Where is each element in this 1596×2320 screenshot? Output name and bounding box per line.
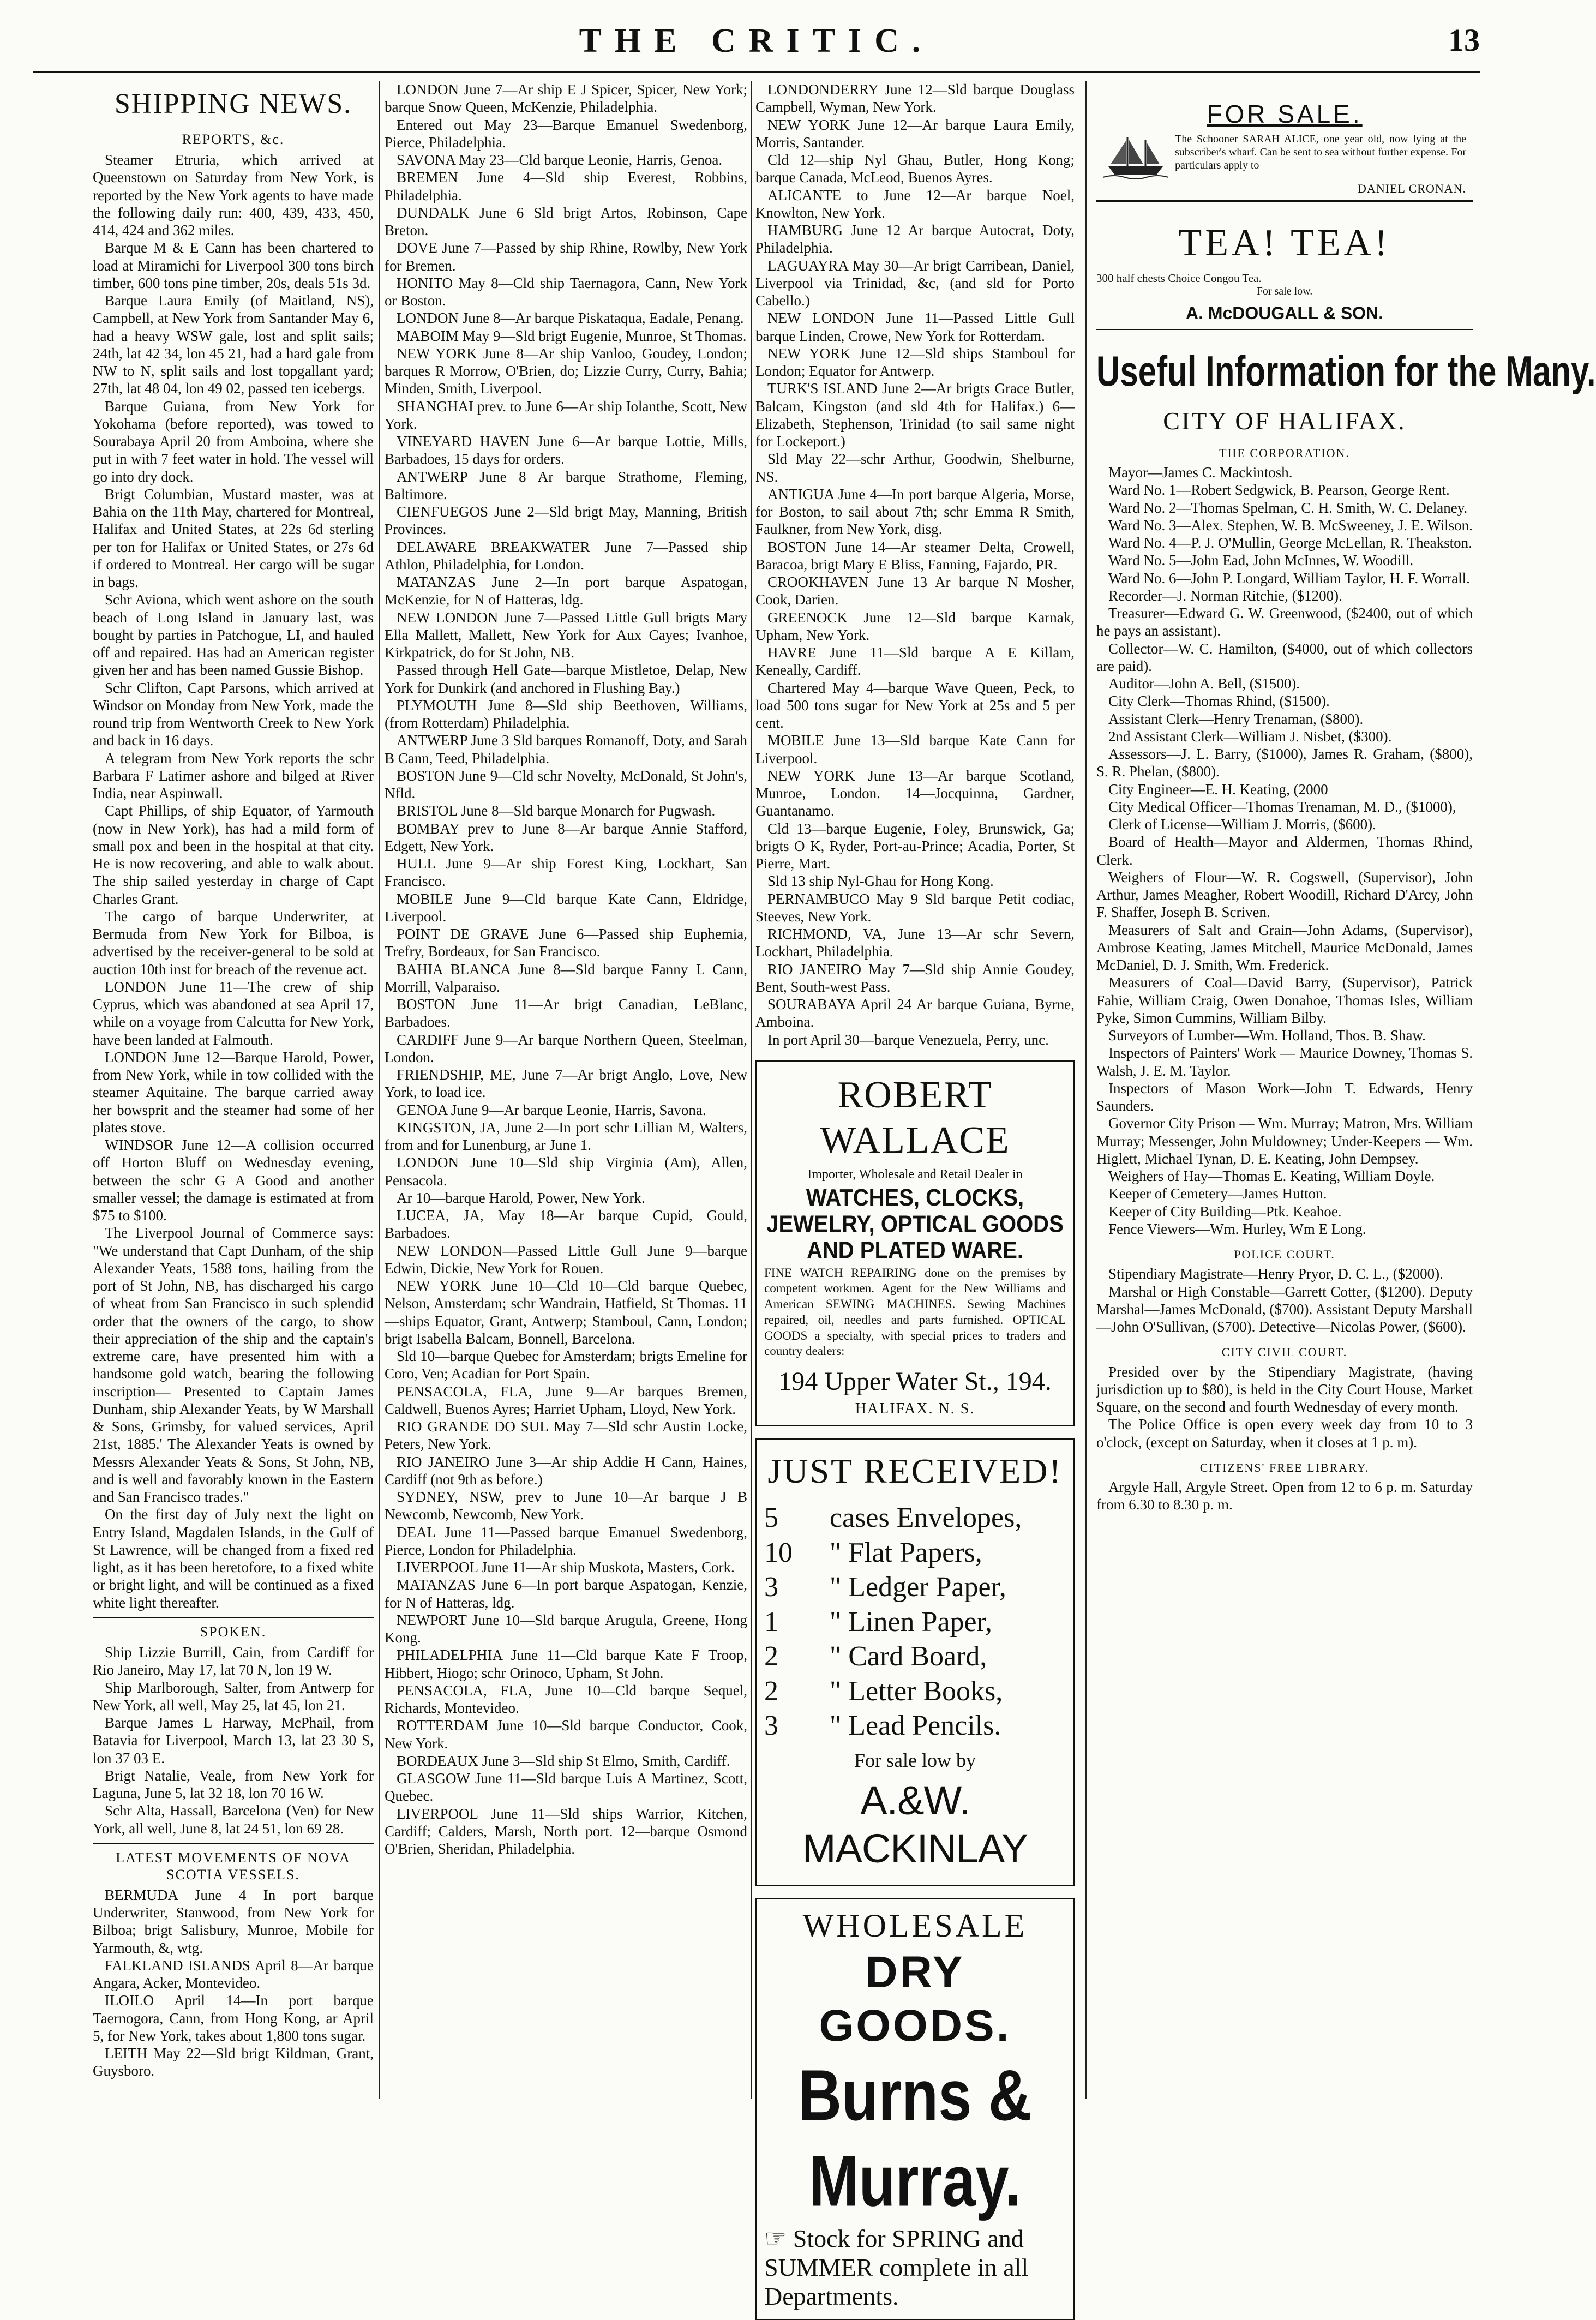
official-entry: Board of Health—Mayor and Aldermen, Thomas Rhind, Clerk. [1096, 834, 1473, 868]
spoken-item: Brigt Natalie, Veale, from New York for Laguna, June 5, lat 32 18, lon 70 16 W. [93, 1767, 374, 1801]
official-entry: Keeper of Cemetery—James Hutton. [1108, 1185, 1327, 1202]
shipping-entry: MATANZAS June 2—In port barque Aspatogan, McKenzie, for N of Hatteras, ldg. [385, 574, 747, 608]
ad-title: TEA! TEA! [1178, 222, 1391, 265]
report-item: Capt Phillips, of ship Equator, of Yarmouth (now in New York), has had a mild form of small pox and been in the hospital at that city. He is now recovering, and able to walk about. The ship sailed yesterday in charge of Capt Charles Grant. [93, 802, 374, 907]
for-sale-advertisement [1096, 93, 1473, 202]
report-item: WINDSOR June 12—A collision occurred off Horton Bluff on Wednesday evening, between the schr G A Good and another smaller vessel; the damage is estimated at from $75 to $100. [93, 1137, 374, 1224]
official-entry: Measurers of Coal—David Barry, (Supervisor), Patrick Fahie, William Craig, Owen Donahoe, Thomas Isles, William Pyke, Simon Cummins, William Bilby. [1096, 974, 1473, 1026]
official-entry: Inspectors of Mason Work—John T. Edwards, Henry Saunders. [1096, 1080, 1473, 1114]
firm-name: Burns & Murray. [798, 2055, 1032, 2222]
column-shipping-news [93, 81, 374, 2110]
official-entry: Keeper of City Building—Ptk. Keahoe. [1108, 1203, 1342, 1220]
stock-item [764, 1674, 1066, 1708]
dry-goods-line: DRY GOODS. [819, 1947, 1011, 2051]
stock-text: Stock for SPRING and SUMMER complete in all Departments. [764, 2224, 1029, 2310]
masthead-title: THE CRITIC. [579, 22, 934, 59]
shipping-entry: DEAL June 11—Passed barque Emanuel Swedenborg, Pierce, London for Philadelphia. [385, 1524, 747, 1558]
official-entry: Recorder—J. Norman Ritchie, ($1200). [1108, 587, 1342, 604]
shipping-entry: SHANGHAI prev. to June 6—Ar ship Iolanthe, Scott, New York. [385, 398, 747, 432]
shipping-entry: Cld 12—ship Nyl Ghau, Butler, Hong Kong; barque Canada, McLeod, Buenos Ayres. [755, 152, 1075, 186]
shipping-entry: BOMBAY prev to June 8—Ar barque Annie Stafford, Edgett, New York. [385, 820, 747, 854]
ad-title: JUST RECEIVED! [767, 1452, 1063, 1491]
shipping-entry: HAMBURG June 12 Ar barque Autocrat, Doty, Philadelphia. [755, 222, 1075, 256]
stock-item [764, 1570, 1066, 1604]
stock-description: " Card Board, [830, 1641, 987, 1672]
ad-text: The Schooner SARAH ALICE, one year old, now lying at the subscriber's wharf. Can be sent to sea without further expense. For particulars apply to [1175, 133, 1466, 171]
police-list [1096, 1265, 1473, 1335]
shipping-entry: Sld May 22—schr Arthur, Goodwin, Shelburne, NS. [755, 451, 1075, 485]
shipping-entry: Sld 13 ship Nyl-Ghau for Hong Kong. [767, 873, 994, 890]
shipping-entry: HONITO May 8—Cld ship Taernagora, Cann, New York or Boston. [385, 274, 747, 309]
shipping-entry: BOSTON June 9—Cld schr Novelty, McDonald, St John's, Nfld. [385, 767, 747, 801]
report-item: A telegram from New York reports the schr Barbara F Latimer ashore and bilged at River India, near Aspinwall. [93, 750, 374, 802]
ad-title: FOR SALE. [1207, 100, 1363, 128]
stock-description: " Ledger Paper, [830, 1572, 1006, 1603]
shipping-entry: NEW YORK June 8—Ar ship Vanloo, Goudey, London; barques R Morrow, O'Brien, do; Lizzie Curry, Curry, Bahia; Minden, Smith, Liverpool. [385, 345, 747, 397]
shipping-entry: LONDONDERRY June 12—Sld barque Douglass Campbell, Wyman, New York. [755, 81, 1075, 116]
official-entry: Ward No. 2—Thomas Spelman, C. H. Smith, W. C. Delaney. [1108, 499, 1468, 516]
corporation-heading: THE CORPORATION. [1219, 446, 1350, 460]
shipping-entry: Sld 10—barque Quebec for Amsterdam; brigts Emeline for Coro, Ven; Acadian for Port Spain. [385, 1348, 747, 1382]
shipping-entry: MOBILE June 13—Sld barque Kate Cann for Liverpool. [755, 732, 1075, 766]
column-divider [751, 81, 752, 2099]
report-item: Barque Laura Emily (of Maitland, NS), Campbell, at New York from Santander May 6, had a heavy WSW gale, lost and split sails; 24th, lat 42 34, lon 45 21, had a hard gale from NW to N, split sails and lost topgallant yard; 27th, lat 48 04, lon 49 02, passed ten icebergs. [93, 292, 374, 397]
advertiser-tagline: Importer, Wholesale and Retail Dealer in [807, 1167, 1023, 1182]
spoken-list [93, 1644, 374, 1837]
official-entry: Clerk of License—William J. Morris, ($600). [1108, 816, 1376, 833]
divider [1096, 329, 1473, 330]
column-divider [1085, 81, 1087, 2099]
library-heading: CITIZENS' FREE LIBRARY. [1199, 1460, 1370, 1474]
stock-quantity: 10 [764, 1537, 793, 1568]
official-entry: City Engineer—E. H. Keating, (2000 [1108, 781, 1328, 798]
shipping-entry: Passed through Hell Gate—barque Mistletoe, Delap, New York for Dunkirk (and anchored in Flushing Bay.) [385, 662, 747, 696]
police-entry: Marshal or High Constable—Garrett Cotter, ($1200). Deputy Marshal—James McDonald, ($700). Assistant Deputy Marshall—John O'Sullivan, ($700). Detective—Nicolas Power, ($600). [1096, 1283, 1473, 1335]
shipping-entry: MABOIM May 9—Sld brigt Eugenie, Munroe, St Thomas. [397, 327, 747, 344]
official-entry: Fence Viewers—Wm. Hurley, Wm E Long. [1108, 1220, 1366, 1237]
shipping-entry: CIENFUEGOS June 2—Sld brigt May, Manning, British Provinces. [385, 503, 747, 538]
shipping-entry: NEW YORK June 10—Cld 10—Cld barque Quebec, Nelson, Amsterdam; schr Wandrain, Hatfield, St Thomas. 11—ships Equator, Grant, Antwerp; Stamboul, Cann, London; brigt Isabella Balcam, Bonnell, Barcelona. [385, 1278, 747, 1347]
wholesale-line: WHOLESALE [802, 1908, 1028, 1944]
advertiser-name: DANIEL CRONAN. [1358, 181, 1466, 195]
library-entry: Argyle Hall, Argyle Street. Open from 12 to 6 p. m. Saturday from 6.30 to 8.30 p. m. [1096, 1479, 1473, 1513]
report-item: The cargo of barque Underwriter, at Bermuda from New York for Bilboa, is advertised by the receiver-general to be sold at auction 10th inst for breach of the revenue act. [93, 908, 374, 978]
burns-murray-advertisement [755, 1898, 1075, 2319]
stock-item [764, 1708, 1066, 1743]
corporation-list [1096, 464, 1473, 1238]
official-entry: Auditor—John A. Bell, ($1500). [1108, 675, 1300, 692]
stock-quantity: 2 [764, 1641, 778, 1672]
arrivals-list [755, 81, 1075, 1048]
shipping-entry: LAGUAYRA May 30—Ar brigt Carribean, Daniel, Liverpool via Trinidad, &c, (and sld for Porto Cabello.) [755, 257, 1075, 309]
ad-price: For sale low. [1256, 285, 1313, 297]
shipping-entry: LONDON June 8—Ar barque Piskataqua, Eadale, Penang. [397, 310, 744, 327]
stock-item [764, 1536, 1066, 1570]
shipping-entry: BREMEN June 4—Sld ship Everest, Robbins, Philadelphia. [385, 169, 747, 203]
report-item: Barque M & E Cann has been chartered to load at Miramichi for Liverpool 300 tons birch timber, 600 tons pine timber, 20s, deals 51s 3d. [93, 239, 374, 291]
movement-item: ILOILO April 14—In port barque Taernogora, Cann, from Hong Kong, ar April 5, for New York, takes about 1,800 tons sugar. [93, 1992, 374, 2044]
shipping-entry: LONDON June 7—Ar ship E J Spicer, Spicer, New York; barque Snow Queen, McKenzie, Philadelphia. [385, 81, 747, 116]
shipping-entry: NEW YORK June 12—Sld ships Stamboul for London; Equator for Antwerp. [755, 345, 1075, 379]
shipping-entry: DELAWARE BREAKWATER June 7—Passed ship Athlon, Philadelphia, for London. [385, 538, 747, 573]
spoken-item: Barque James L Harway, McPhail, from Batavia for Liverpool, March 13, lat 23 30 S, lon 37 03 E. [93, 1714, 374, 1766]
tea-advertisement [1096, 220, 1473, 330]
stock-quantity: 1 [764, 1606, 778, 1638]
goods-line: WATCHES, CLOCKS, JEWELRY, OPTICAL GOODS AND PLATED WARE. [766, 1184, 1064, 1264]
stock-description: " Flat Papers, [830, 1537, 982, 1568]
shipping-entry: GLASGOW June 11—Sld barque Luis A Martinez, Scott, Quebec. [385, 1770, 747, 1805]
stock-item [764, 1605, 1066, 1639]
official-entry: Mayor—James C. Mackintosh. [1108, 464, 1293, 481]
movement-item: BERMUDA June 4 In port barque Underwriter, Stanwood, from New York for Bilboa; brigt Salisbury, Munroe, Mobile for Yarmouth, &, wtg. [93, 1886, 374, 1956]
reports-heading: REPORTS, &c. [182, 131, 285, 148]
report-item: LONDON June 12—Barque Harold, Power, from New York, while in tow collided with the steamer Aquitaine. The barque carried away her bowsprit and the steamer had some of her plates stove. [93, 1048, 374, 1136]
ad-city: HALIFAX. N. S. [855, 1400, 975, 1417]
shipping-entry: RIO JANEIRO June 3—Ar ship Addie H Cann, Haines, Cardiff (not 9th as before.) [385, 1453, 747, 1488]
column-halifax-information [1096, 81, 1596, 2110]
civil-court-entry: Presided over by the Stipendiary Magistrate, (having jurisdiction up to $80), is held in the City Court House, Market Square, on the second and fourth Wednesday of every month. [1096, 1363, 1473, 1416]
shipping-entry: HAVRE June 11—Sld barque A E Killam, Keneally, Cardiff. [755, 644, 1075, 679]
police-heading: POLICE COURT. [1234, 1248, 1335, 1262]
shipping-entry: BOSTON June 14—Ar steamer Delta, Crowell, Baracoa, brigt Mary E Bliss, Fanning, Fajardo, PR. [755, 538, 1075, 573]
advertiser-name: ROBERT WALLACE [820, 1074, 1010, 1162]
stock-list [764, 1501, 1066, 1743]
report-item: Steamer Etruria, which arrived at Queenstown on Saturday from New York, is reported by the New York agents to have made the following daily run: 400, 439, 433, 450, 414, 424 and 362 miles. [93, 152, 374, 239]
shipping-entry: LUCEA, JA, May 18—Ar barque Cupid, Gould, Barbadoes. [385, 1207, 747, 1242]
stock-description: " Linen Paper, [830, 1606, 992, 1638]
shipping-entry: BORDEAUX June 3—Sld ship St Elmo, Smith, Cardiff. [397, 1752, 730, 1769]
official-entry: Governor City Prison — Wm. Murray; Matron, Mrs. William Murray; Messenger, John Muldowney; Under-Keepers — Wm. Higlett, Michael Tynan, D. E. Keating, John Dempsey. [1096, 1115, 1473, 1167]
shipping-entry: NEWPORT June 10—Sld barque Arugula, Greene, Hong Kong. [385, 1611, 747, 1646]
seller-name: A.&W. MACKINLAY [802, 1777, 1028, 1871]
shipping-entry: NEW LONDON—Passed Little Gull June 9—barque Edwin, Dickie, New York for Rouen. [385, 1242, 747, 1276]
official-entry: Surveyors of Lumber—Wm. Holland, Thos. B. Shaw. [1108, 1027, 1426, 1044]
shipping-entry: Cld 13—barque Eugenie, Foley, Brunswick, Ga; brigts O K, Ryder, Port-au-Prince; Acadia, Porter, St Pierre, Mart. [755, 820, 1075, 872]
official-entry: 2nd Assistant Clerk—William J. Nisbet, ($300). [1108, 728, 1392, 745]
spoken-item: Ship Lizzie Burrill, Cain, from Cardiff for Rio Janeiro, May 17, lat 70 N, lon 19 W. [93, 1644, 374, 1678]
shipping-entry: Entered out May 23—Barque Emanuel Swedenborg, Pierce, Philadelphia. [385, 116, 747, 151]
shipping-entry: ANTIGUA June 4—In port barque Algeria, Morse, for Boston, to sail about 7th; schr Emma R Smith, Faulkner, from New York, disg. [755, 485, 1075, 538]
header-rule [33, 71, 1480, 73]
official-entry: Assessors—J. L. Barry, ($1000), James R. Graham, ($800), S. R. Phelan, ($800). [1096, 746, 1473, 780]
reports-list [93, 151, 374, 1611]
shipping-entry: PENSACOLA, FLA, June 10—Cld barque Sequel, Richards, Montevideo. [385, 1682, 747, 1716]
shipping-entry: SOURABAYA April 24 Ar barque Guiana, Byrne, Amboina. [755, 996, 1075, 1030]
column-arrivals-and-ads [755, 81, 1075, 2310]
arrivals-list [385, 81, 747, 1857]
official-entry: Ward No. 1—Robert Sedgwick, B. Pearson, George Rent. [1108, 482, 1450, 499]
spoken-item: Schr Alta, Hassall, Barcelona (Ven) for New York, all well, June 8, lat 24 51, lon 69 28. [93, 1802, 374, 1837]
civil-court-heading: CITY CIVIL COURT. [1221, 1345, 1348, 1359]
ad-address: 194 Upper Water St., 194. [778, 1367, 1052, 1396]
official-entry: Collector—W. C. Hamilton, ($4000, out of which collectors are paid). [1096, 640, 1473, 674]
shipping-entry: CROOKHAVEN June 13 Ar barque N Mosher, Cook, Darien. [755, 574, 1075, 608]
sale-line: For sale low by [854, 1749, 976, 1771]
shipping-entry: PERNAMBUCO May 9 Sld barque Petit codiac, Steeves, New York. [755, 890, 1075, 925]
shipping-entry: ROTTERDAM June 10—Sld barque Conductor, Cook, New York. [385, 1717, 747, 1752]
shipping-entry: RICHMOND, VA, June 13—Ar schr Severn, Lockhart, Philadelphia. [755, 926, 1075, 960]
official-entry: Assistant Clerk—Henry Trenaman, ($800). [1108, 710, 1364, 727]
report-item: The Liverpool Journal of Commerce says: "We understand that Capt Dunham, of the ship Alexander Yeats, 1588 tons, hailing from the port of St John, NB, has discharged his cargo of wheat from San Francisco in such splendid order that the owners of the cargo, to show their appreciation of the ship and the captain's extreme care, have presented him with a handsome gold watch, bearing the following inscription— Presented to Captain James Dunham, ship Alexander Yeats, by W Marshall & Sons, Grimsby, for valued services, April 21st, 1885.' The Alexander Yeats is owned by Messrs Alexander Yeats & Sons, St John, NB, and is well and favorably known in the Eastern and San Francisco trades." [93, 1225, 374, 1506]
shipping-entry: FRIENDSHIP, ME, June 7—Ar brigt Anglo, Love, New York, to load ice. [385, 1066, 747, 1101]
stock-quantity: 2 [764, 1675, 778, 1707]
shipping-entry: RIO GRANDE DO SUL May 7—Sld schr Austin Locke, Peters, New York. [385, 1418, 747, 1453]
report-item: Barque Guiana, from New York for Yokohama (before reported), was towed to Sourabaya April 20 from Amboina, where she put in with 7 feet water in hold. The vessel will go into dry dock. [93, 398, 374, 485]
column-arrivals [385, 81, 747, 2110]
shipping-entry: In port April 30—barque Venezuela, Perry, unc. [767, 1031, 1049, 1048]
shipping-entry: DUNDALK June 6 Sld brigt Artos, Robinson, Cape Breton. [385, 204, 747, 238]
official-entry: Ward No. 5—John Ead, John McInnes, W. Woodill. [1108, 552, 1414, 569]
stock-item [764, 1501, 1066, 1535]
official-entry: Ward No. 3—Alex. Stephen, W. B. McSweeney, J. E. Wilson. [1108, 517, 1473, 533]
movements-list [93, 1886, 374, 2080]
official-entry: Inspectors of Painters' Work — Maurice Downey, Thomas S. Walsh, J. E. M. Taylor. [1096, 1045, 1473, 1079]
shipping-entry: GREENOCK June 12—Sld barque Karnak, Upham, New York. [755, 609, 1075, 643]
shipping-entry: DOVE June 7—Passed by ship Rhine, Rowlby, New York for Bremen. [385, 239, 747, 274]
spoken-heading: SPOKEN. [200, 1623, 267, 1640]
shipping-entry: BOSTON June 11—Ar brigt Canadian, LeBlanc, Barbadoes. [385, 996, 747, 1030]
shipping-entry: BRISTOL June 8—Sld barque Monarch for Pugwash. [397, 802, 716, 819]
shipping-entry: VINEYARD HAVEN June 6—Ar barque Lottie, Mills, Barbadoes, 15 days for orders. [385, 433, 747, 467]
advertiser-name: A. McDOUGALL & SON. [1185, 303, 1384, 323]
shipping-entry: SYDNEY, NSW, prev to June 10—Ar barque J B Newcomb, Newcomb, New York. [385, 1489, 747, 1523]
shipping-entry: Ar 10—barque Harold, Power, New York. [397, 1189, 645, 1206]
report-item: Schr Aviona, which went ashore on the south beach of Long Island in January last, was bought by parties in Patchogue, LI, and hauled off and repaired. Has had an American register given her and has been named Gussie Bishop. [93, 591, 374, 679]
shipping-entry: HULL June 9—Ar ship Forest King, Lockhart, San Francisco. [385, 855, 747, 890]
stock-quantity: 3 [764, 1572, 778, 1603]
stock-line [764, 2225, 1066, 2311]
library-list [1096, 1478, 1473, 1514]
spoken-item: Ship Marlborough, Salter, from Antwerp for New York, all well, May 25, lat 45, lon 21. [93, 1679, 374, 1713]
shipping-entry: MOBILE June 9—Cld barque Kate Cann, Eldridge, Liverpool. [385, 890, 747, 925]
shipping-entry: NEW LONDON June 7—Passed Little Gull brigts Mary Ella Mallett, Mallett, New York for Aux Cayes; Ivanhoe, Kirkpatrick, do for St John, NB. [385, 609, 747, 661]
shipping-entry: ALICANTE to June 12—Ar barque Noel, Knowlton, New York. [755, 187, 1075, 221]
shipping-entry: MATANZAS June 6—In port barque Aspatogan, Kenzie, for N of Hatteras, ldg. [385, 1576, 747, 1611]
shipping-entry: ANTWERP June 3 Sld barques Romanoff, Doty, and Sarah B Cann, Teed, Philadelphia. [385, 732, 747, 766]
stock-quantity: 5 [764, 1502, 778, 1534]
shipping-entry: LIVERPOOL June 11—Ar ship Muskota, Masters, Cork. [397, 1559, 735, 1575]
shipping-entry: NEW YORK June 13—Ar barque Scotland, Munroe, London. 14—Jocquinna, Gardner, Guantanamo. [755, 767, 1075, 819]
page-header [33, 22, 1480, 70]
stock-description: " Letter Books, [830, 1675, 1003, 1707]
shipping-entry: ANTWERP June 8 Ar barque Strathome, Fleming, Baltimore. [385, 468, 747, 502]
shipping-entry: NEW YORK June 12—Ar barque Laura Emily, Morris, Santander. [755, 116, 1075, 151]
shipping-entry: LONDON June 10—Sld ship Virginia (Am), Allen, Pensacola. [385, 1154, 747, 1189]
civil-court-list [1096, 1363, 1473, 1451]
official-entry: Measurers of Salt and Grain—John Adams, (Supervisor), Ambrose Keating, James Mitchell, Maurice McDonald, James McDaniel, D. J. Smith, Wm. Frederick. [1096, 921, 1473, 974]
official-entry: Ward No. 4—P. J. O'Mullin, George McLellan, R. Theakston. [1108, 535, 1472, 551]
column-divider [379, 81, 380, 2099]
shipping-entry: CARDIFF June 9—Ar barque Northern Queen, Steelman, London. [385, 1031, 747, 1065]
movement-item: LEITH May 22—Sld brigt Kildman, Grant, Guysboro. [93, 2045, 374, 2079]
stock-item [764, 1639, 1066, 1674]
stock-description: " Lead Pencils. [830, 1710, 1001, 1742]
schooner-icon [1103, 133, 1168, 182]
report-item: Brigt Columbian, Mustard master, was at Bahia on the 11th May, chartered for Montreal, Halifax and United States, at 22s 6d sterling per ton for Halifax or United States, or 27s 6d if ordered to Montreal. Her cargo will be sugar in bags. [93, 485, 374, 591]
just-received-advertisement [755, 1438, 1075, 1886]
official-entry: City Medical Officer—Thomas Trenaman, M. D., ($1000), [1108, 798, 1456, 815]
movement-item: FALKLAND ISLANDS April 8—Ar barque Angara, Acker, Montevideo. [93, 1957, 374, 1992]
shipping-entry: GENOA June 9—Ar barque Leonie, Harris, Savona. [397, 1101, 706, 1118]
ad-body [1103, 133, 1466, 182]
report-item: Schr Clifton, Capt Parsons, which arrived at Windsor on Monday from New York, made the round trip from Wentworth Creek to New York and back in 16 days. [93, 679, 374, 749]
shipping-entry: Chartered May 4—barque Wave Queen, Peck, to load 500 tons sugar for New York at 25s and 5 per cent. [755, 679, 1075, 731]
shipping-entry: SAVONA May 23—Cld barque Leonie, Harris, Genoa. [397, 152, 723, 168]
ad-body: FINE WATCH REPAIRING done on the premises by competent workmen. Agent for the New Williams and American SEWING MACHINES. Sewing Machines repaired, oil, needles and parts furnished. OPTICAL GOODS a specialty, with special prices to traders and country dealers: [764, 1266, 1066, 1358]
divider [93, 1843, 374, 1844]
shipping-entry: RIO JANEIRO May 7—Sld ship Annie Goudey, Bent, South-west Pass. [755, 961, 1075, 995]
shipping-entry: BAHIA BLANCA June 8—Sld barque Fanny L Cann, Morrill, Valparaiso. [385, 961, 747, 995]
page-number: 13 [1448, 22, 1480, 58]
official-entry: Ward No. 6—John P. Longard, William Taylor, H. F. Worrall. [1108, 569, 1470, 586]
section-heading: Useful Information for the Many. [1096, 347, 1596, 395]
police-entry: Stipendiary Magistrate—Henry Pryor, D. C. L., ($2000). [1108, 1266, 1443, 1282]
pointing-hand-icon: ☞ [764, 2224, 793, 2252]
official-entry: Weighers of Hay—Thomas E. Keating, William Doyle. [1108, 1168, 1435, 1185]
section-heading: SHIPPING NEWS. [114, 88, 352, 119]
shipping-entry: PHILADELPHIA June 11—Cld barque Kate F Troop, Hibbert, Hiogo; schr Orinoco, Upham, St John. [385, 1647, 747, 1681]
official-entry: Treasurer—Edward G. W. Greenwood, ($2400, out of which he pays an assistant). [1096, 605, 1473, 639]
shipping-entry: NEW LONDON June 11—Passed Little Gull barque Linden, Crowe, New York for Rotterdam. [755, 310, 1075, 344]
shipping-entry: KINGSTON, JA, June 2—In port schr Lillian M, Walters, from and for Lunenburg, ar June 1. [385, 1119, 747, 1153]
stock-quantity: 3 [764, 1710, 778, 1742]
wallace-advertisement [755, 1060, 1075, 1426]
official-entry: City Clerk—Thomas Rhind, ($1500). [1108, 693, 1330, 710]
shipping-entry: PLYMOUTH June 8—Sld ship Beethoven, Williams, (from Rotterdam) Philadelphia. [385, 697, 747, 731]
shipping-entry: TURK'S ISLAND June 2—Ar brigts Grace Butler, Balcam, Kingston (and sld 4th for Halifax.) 6—Elizabeth, Stephenson, Trinidad (to sail same night for Lockeport.) [755, 380, 1075, 449]
shipping-entry: POINT DE GRAVE June 6—Passed ship Euphemia, Trefry, Bordeaux, for San Francisco. [385, 926, 747, 960]
official-entry: Weighers of Flour—W. R. Cogswell, (Supervisor), John Arthur, James Meagher, Robert Woodill, Richard D'Arcy, John F. Shaffer, Joseph B. Scriven. [1096, 868, 1473, 921]
shipping-entry: PENSACOLA, FLA, June 9—Ar barques Bremen, Caldwell, Buenos Ayres; Harriet Upham, Lloyd, New York. [385, 1383, 747, 1417]
report-item: On the first day of July next the light on Entry Island, Magdalen Islands, in the Gulf of St Lawrence, will be changed from a fixed red light, as it has been heretofore, to a fixed white or bright light, and will be continued as a fixed white light thereafter. [93, 1506, 374, 1611]
report-item: LONDON June 11—The crew of ship Cyprus, which was abandoned at sea April 17, while on a voyage from Calcutta for New York, have been landed at Falmouth. [93, 978, 374, 1048]
movements-heading: LATEST MOVEMENTS OF NOVA SCOTIA VESSELS. [116, 1849, 351, 1883]
civil-court-entry: The Police Office is open every week day from 10 to 3 o'clock, (except on Saturday, when it closes at 1 p. m). [1096, 1416, 1473, 1450]
shipping-entry: LIVERPOOL June 11—Sld ships Warrior, Kitchen, Cardiff; Calders, Marsh, North port. 12—barque Osmond O'Brien, Sheridan, Philadelphia. [385, 1805, 747, 1857]
city-heading: CITY OF HALIFAX. [1163, 406, 1406, 435]
ad-line: 300 half chests Choice Congou Tea. [1096, 271, 1262, 285]
divider [93, 1617, 374, 1618]
stock-description: cases Envelopes, [830, 1502, 1022, 1534]
